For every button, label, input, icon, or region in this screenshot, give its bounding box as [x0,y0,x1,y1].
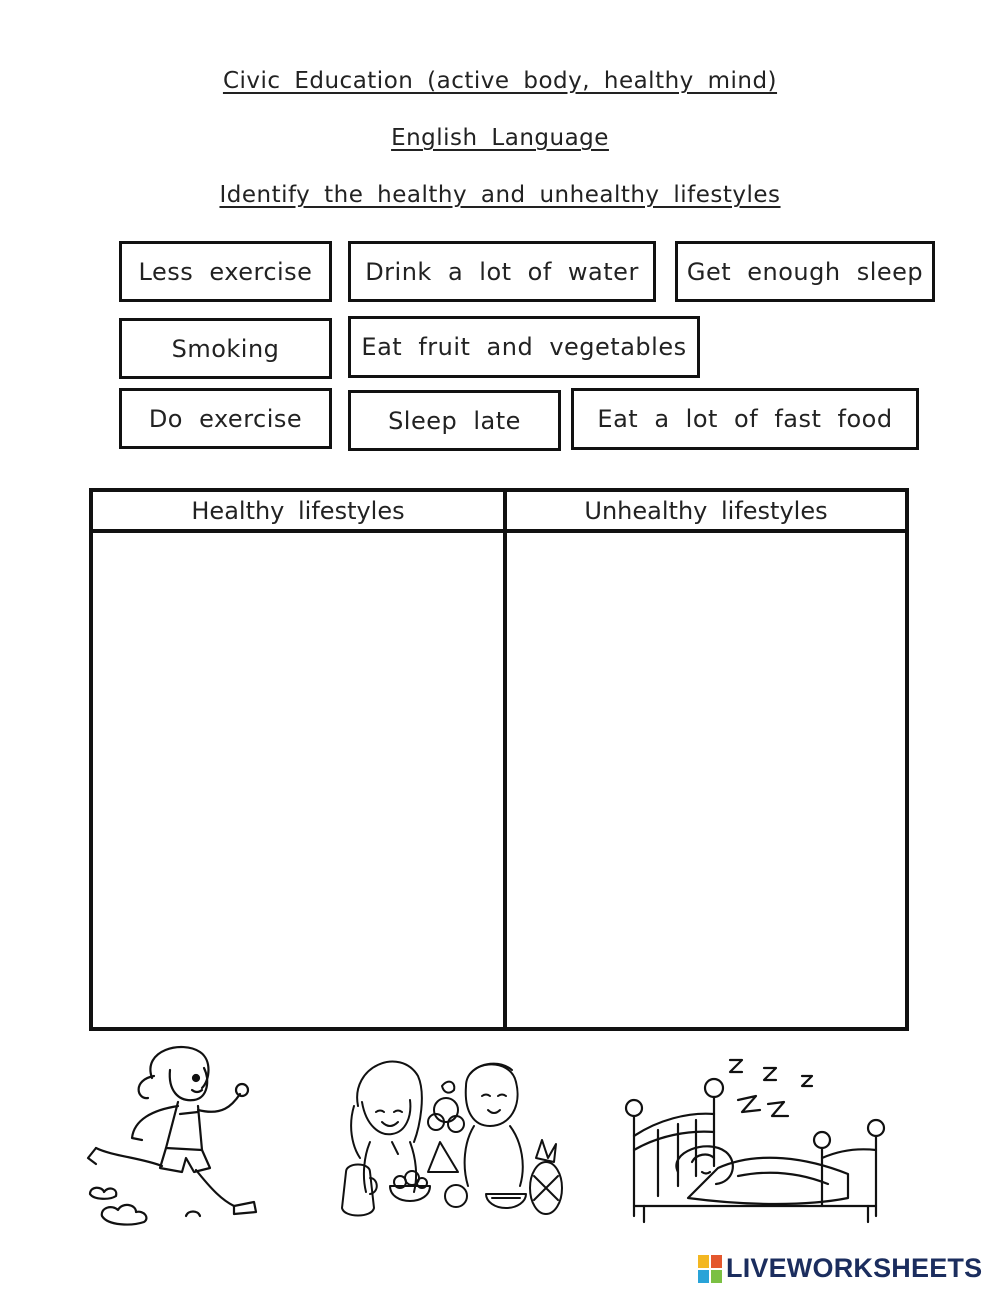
card-smoking[interactable]: Smoking [119,318,332,379]
sorting-table [89,488,909,1031]
running-girl-illustration [82,1040,302,1230]
worksheet-instruction: Identify the healthy and unhealthy lifestyles [219,182,781,208]
card-fast-food[interactable]: Eat a lot of fast food [571,388,919,450]
card-enough-sleep[interactable]: Get enough sleep [675,241,935,302]
worksheet-title: Civic Education (active body, healthy mind) [222,68,778,94]
kids-eating-fruit-illustration [340,1046,570,1226]
healthy-column-header: Healthy lifestyles [191,496,405,525]
healthy-drop-zone[interactable] [93,533,503,1027]
card-fruit-vegetables[interactable]: Eat fruit and vegetables [348,316,700,378]
unhealthy-drop-zone[interactable] [507,533,905,1027]
sleeping-boy-illustration [618,1046,888,1226]
liveworksheets-brand [698,1253,982,1284]
card-do-exercise[interactable]: Do exercise [119,388,332,449]
card-drink-water[interactable]: Drink a lot of water [348,241,656,302]
unhealthy-column-header: Unhealthy lifestyles [584,496,828,525]
card-less-exercise[interactable]: Less exercise [119,241,332,302]
liveworksheets-brand-name: LIVEWORKSHEETS [726,1253,983,1283]
worksheet-subject: English Language [391,125,609,151]
card-sleep-late[interactable]: Sleep late [348,390,561,451]
liveworksheets-logo-icon [698,1255,722,1283]
